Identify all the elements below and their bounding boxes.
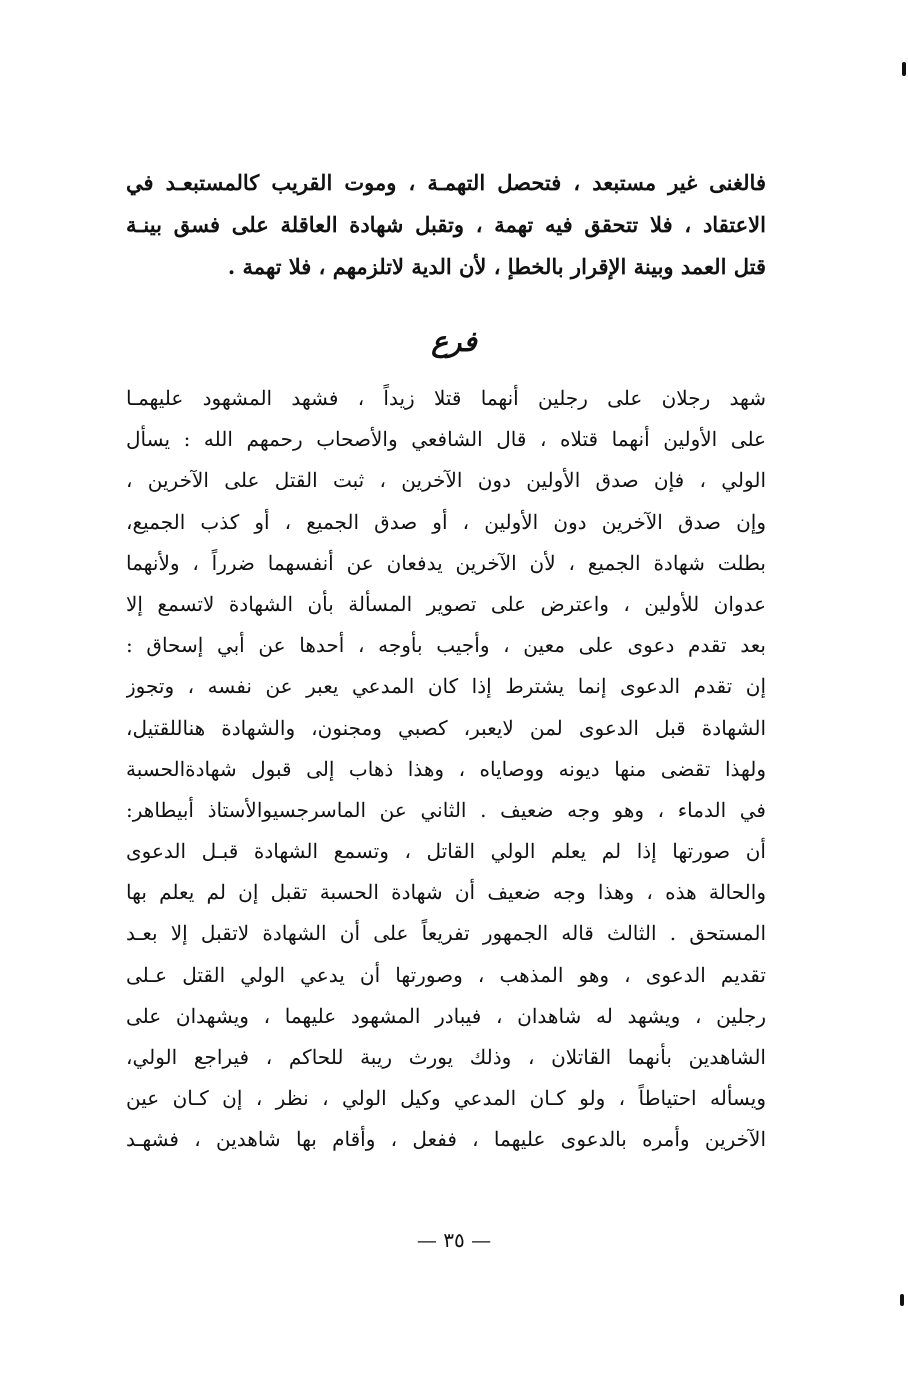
margin-ink-mark — [902, 62, 906, 76]
text-line: رجلين ، ويشهد له شاهدان ، فيبادر المشهود عليهما ، ويشهدان على — [126, 1003, 766, 1028]
page-number: — ٣٥ — — [416, 1228, 492, 1252]
text-line: بعد تقدم دعوى على معين ، وأجيب بأوجه ، أحدها عن أبي إسحاق : — [126, 633, 766, 658]
text-line: أن صورتها إذا لم يعلم الولي القاتل ، وتسمع الشهادة قبـل الدعوى — [126, 839, 766, 864]
intro-paragraph — [126, 162, 766, 288]
text-line: فالغنى غير مستبعد ، فتحصل التهمـة ، وموت القريب كالمستبعـد في — [126, 170, 766, 195]
text-line: والحالة هذه ، وهذا وجه ضعيف أن شهادة الحسبة تقبل إن لم يعلم بها — [126, 880, 766, 905]
text-line: الآخرين وأمره بالدعوى عليهما ، ففعل ، وأقام بها شاهدين ، فشهـد — [126, 1127, 766, 1152]
text-line: المستحق . الثالث قاله الجمهور تفريعاً على أن الشهادة لاتقبل إلا بعـد — [126, 921, 766, 946]
text-line: بطلت شهادة الجميع ، لأن الآخرين يدفعان عن أنفسهما ضرراً ، ولأنهما — [126, 550, 766, 575]
text-line: وإن صدق الآخرين دون الأولين ، أو صدق الجميع ، أو كذب الجميع، — [126, 509, 766, 534]
text-line: شهد رجلان على رجلين أنهما قتلا زيداً ، فشهد المشهود عليهمـا — [126, 386, 766, 410]
text-line: الاعتقاد ، فلا تتحقق فيه تهمة ، وتقبل شهادة العاقلة على فسق بينـة — [126, 212, 766, 237]
margin-ink-mark — [900, 1294, 904, 1306]
text-line: قتل العمد وبينة الإقرار بالخطإ ، لأن الدية لاتلزمهم ، فلا تهمة . — [227, 254, 766, 279]
text-line: إن تقدم الدعوى إنما يشترط إذا كان المدعي يعبر عن نفسه ، وتجوز — [126, 674, 766, 699]
text-line: ولهذا تقضى منها ديونه ووصاياه ، وهذا ذهاب إلى قبول شهادةالحسبة — [126, 756, 766, 781]
text-line: تقديم الدعوى ، وهو المذهب ، وصورتها أن يدعي الولي القتل عـلى — [126, 962, 766, 987]
text-line: ويسأله احتياطاً ، ولو كـان المدعي وكيل الولي ، نظر ، إن كـان عين — [126, 1086, 766, 1111]
text-line: الشهادة قبل الدعوى لمن لايعبر، كصبي ومجنون، والشهادة هناللقتيل، — [126, 715, 766, 740]
text-line: الشاهدين بأنهما القاتلان ، وذلك يورث ريبة للحاكم ، فيراجع الولي، — [126, 1045, 766, 1069]
body-paragraph — [126, 378, 766, 1161]
text-line: عدوان للأولين ، واعترض على تصوير المسألة بأن الشهادة لاتسمع إلا — [126, 591, 766, 616]
text-line: في الدماء ، وهو وجه ضعيف . الثاني عن الماسرجسيوالأستاذ أبيطاهر: — [126, 797, 766, 822]
section-title: فرع — [431, 325, 477, 358]
text-line: الولي ، فإن صدق الأولين دون الآخرين ، ثبت القتل على الآخرين ، — [126, 468, 766, 493]
text-line: على الأولين أنهما قتلاه ، قال الشافعي والأصحاب رحمهم الله : يسأل — [126, 427, 766, 452]
